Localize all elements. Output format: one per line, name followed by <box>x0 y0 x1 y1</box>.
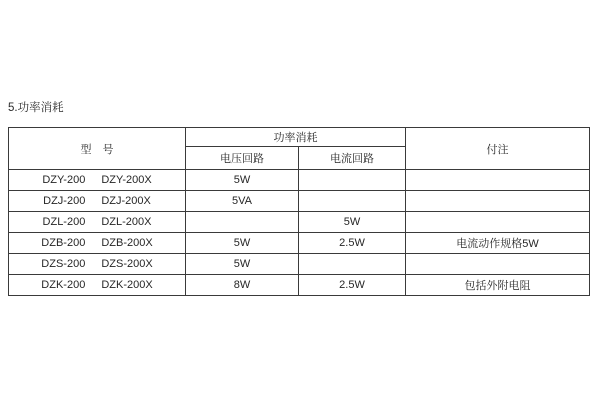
header-model: 型 号 <box>9 128 186 170</box>
cell-model <box>9 191 186 212</box>
model-name: DZB-200X <box>101 237 153 249</box>
model-name: DZL-200X <box>101 216 152 228</box>
cell-current <box>299 191 406 212</box>
model-name: DZY-200 <box>42 174 86 186</box>
cell-note <box>406 191 590 212</box>
model-name: DZK-200X <box>101 279 153 291</box>
cell-note: 包括外附电阻 <box>406 275 590 296</box>
cell-model <box>9 170 186 191</box>
cell-voltage: 5W <box>186 233 299 254</box>
model-name: DZL-200 <box>42 216 86 228</box>
table-row <box>9 191 590 212</box>
cell-note <box>406 212 590 233</box>
cell-note: 电流动作规格5W <box>406 233 590 254</box>
header-row-top <box>9 128 590 147</box>
model-name: DZB-200 <box>41 237 86 249</box>
table-row <box>9 233 590 254</box>
header-voltage-circuit: 电压回路 <box>186 147 299 170</box>
cell-voltage: 8W <box>186 275 299 296</box>
cell-current: 5W <box>299 212 406 233</box>
cell-note <box>406 254 590 275</box>
cell-current: 2.5W <box>299 275 406 296</box>
header-note: 付注 <box>406 128 590 170</box>
table-row <box>9 170 590 191</box>
cell-model <box>9 212 186 233</box>
header-current-circuit: 电流回路 <box>299 147 406 170</box>
cell-current <box>299 170 406 191</box>
cell-voltage: 5W <box>186 170 299 191</box>
section-title: 5.功率消耗 <box>8 102 64 114</box>
power-consumption-table <box>8 127 590 296</box>
model-name: DZS-200 <box>41 258 86 270</box>
model-name: DZY-200X <box>101 174 152 186</box>
cell-note <box>406 170 590 191</box>
model-name: DZJ-200 <box>43 195 86 207</box>
header-power-group: 功率消耗 <box>186 128 406 147</box>
model-name: DZK-200 <box>41 279 86 291</box>
cell-model <box>9 233 186 254</box>
cell-voltage <box>186 212 299 233</box>
model-name: DZJ-200X <box>101 195 151 207</box>
cell-voltage: 5VA <box>186 191 299 212</box>
model-name: DZS-200X <box>101 258 153 270</box>
cell-current <box>299 254 406 275</box>
cell-model <box>9 254 186 275</box>
table-row <box>9 212 590 233</box>
table-row <box>9 275 590 296</box>
cell-model <box>9 275 186 296</box>
cell-voltage: 5W <box>186 254 299 275</box>
table-row <box>9 254 590 275</box>
cell-current: 2.5W <box>299 233 406 254</box>
